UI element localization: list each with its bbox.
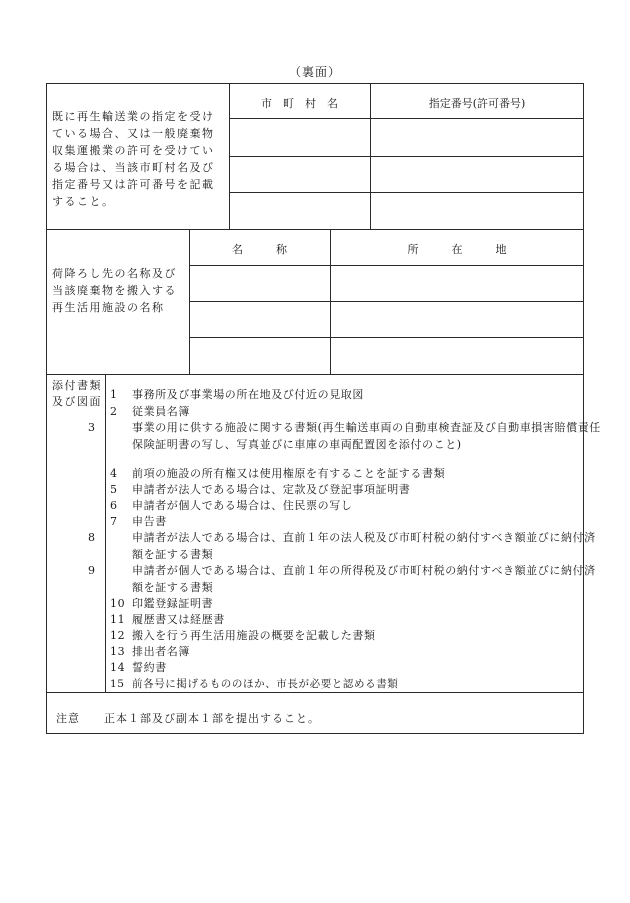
destination-facility-label: 荷降ろし先の名称及び当該廃棄物を搬入する再生活用施設の名称 xyxy=(52,267,177,314)
grid-line xyxy=(189,265,584,266)
attachment-item: 14 誓約書 xyxy=(110,661,167,674)
facility-name-header: 名 称 xyxy=(232,243,287,256)
attachment-item: 13 排出者名簿 xyxy=(110,645,190,658)
grid-line xyxy=(229,192,584,193)
grid-line xyxy=(229,118,584,119)
submission-note: 注意 正本１部及び副本１部を提出すること。 xyxy=(56,712,320,725)
attachment-item: 1 事務所及び事業場の所在地及び付近の見取図 xyxy=(110,388,364,401)
attachment-item: 10 印鑑登録証明書 xyxy=(110,597,214,610)
facility-location-header: 所 在 地 xyxy=(407,243,507,256)
attachment-item: 4 前項の施設の所有権又は使用権原を有することを証する書類 xyxy=(110,467,446,480)
attachment-item: 2 従業員名簿 xyxy=(110,405,190,418)
section-divider xyxy=(46,229,584,230)
attachment-item: 6 申請者が個人である場合は、住民票の写し xyxy=(110,499,353,512)
grid-line xyxy=(189,337,584,338)
existing-license-label: 既に再生輸送業の指定を受けている場合、又は一般廃棄物収集運搬業の許可を受けている場合は、当該市町村名及び指定番号又は許可番号を記載すること。 xyxy=(52,110,215,208)
attachment-item: 15 前各号に掲げるもののほか、市長が必要と認める書類 xyxy=(110,678,399,690)
grid-line xyxy=(189,301,584,302)
page-title: （裏面） xyxy=(288,65,341,79)
grid-line xyxy=(229,156,584,157)
grid-line xyxy=(105,374,106,692)
attachment-item: 3 事業の用に供する施設に関する書類(再生輸送車両の自動車検査証及び自動車損害賠償責任保険証明書の写し、写真並びに車庫の車両配置図を添付のこと) xyxy=(88,421,601,451)
attachment-item: 9 申請者が個人である場合は、直前１年の所得税及び市町村税の納付すべき額並びに納付済額を証する書類 xyxy=(88,564,596,594)
attachment-item: 7 申告書 xyxy=(110,515,167,528)
municipality-header: 市 町 村 名 xyxy=(261,97,338,110)
attachment-item: 8 申請者が法人である場合は、直前１年の法人税及び市町村税の納付すべき額並びに納付済額を証する書類 xyxy=(88,531,596,561)
attachment-item: 11 履歴書又は経歴書 xyxy=(110,613,225,626)
attachments-label: 添付書類及び図面 xyxy=(52,379,102,408)
attachment-item: 12 搬入を行う再生活用施設の概要を記載した書類 xyxy=(110,629,376,642)
section-divider xyxy=(46,374,584,375)
designation-number-header: 指定番号(許可番号) xyxy=(428,97,526,110)
attachment-item: 5 申請者が法人である場合は、定款及び登記事項証明書 xyxy=(110,483,411,496)
